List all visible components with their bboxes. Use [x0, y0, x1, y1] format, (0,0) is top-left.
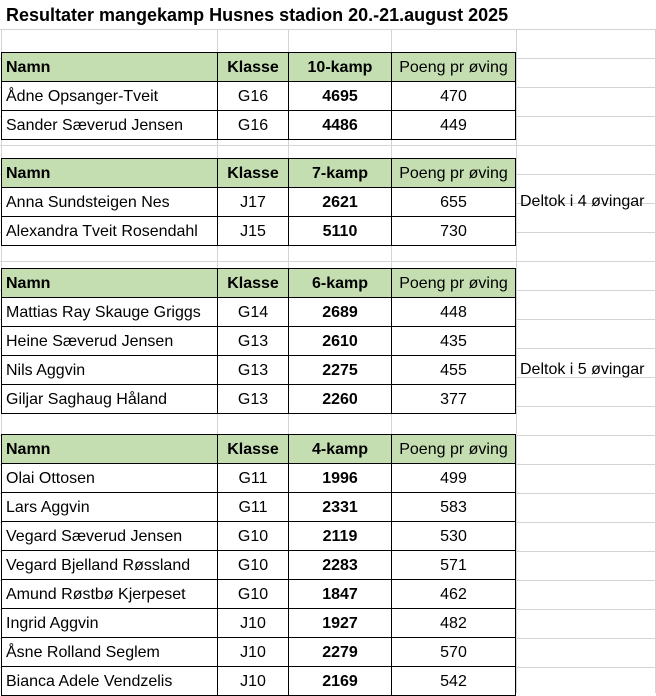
cell-name: Olai Ottosen — [1, 463, 218, 493]
cell-name: Anna Sundsteigen Nes — [1, 187, 218, 217]
cell-class: G13 — [217, 326, 289, 356]
cell-per-event: 455 — [391, 355, 516, 385]
participation-note: Deltok i 4 øvingar — [520, 193, 645, 210]
cell-class: G14 — [217, 297, 289, 327]
cell-name: Ingrid Aggvin — [1, 608, 218, 638]
cell-class: G16 — [217, 110, 289, 140]
participation-note: Deltok i 5 øvingar — [520, 361, 645, 378]
cell-name: Lars Aggvin — [1, 492, 218, 522]
column-header-name: Namn — [1, 158, 218, 188]
column-header-per-event: Poeng pr øving — [391, 434, 516, 464]
cell-name: Nils Aggvin — [1, 355, 218, 385]
cell-score: 4695 — [288, 81, 392, 111]
cell-per-event: 530 — [391, 521, 516, 551]
cell-per-event: 448 — [391, 297, 516, 327]
cell-name: Alexandra Tveit Rosendahl — [1, 216, 218, 246]
column-header-per-event: Poeng pr øving — [391, 158, 516, 188]
cell-name: Heine Sæverud Jensen — [1, 326, 218, 356]
cell-per-event: 449 — [391, 110, 516, 140]
cell-class: G11 — [217, 463, 289, 493]
cell-class: G10 — [217, 579, 289, 609]
cell-class: G11 — [217, 492, 289, 522]
grid-line — [516, 29, 517, 693]
cell-per-event: 571 — [391, 550, 516, 580]
cell-per-event: 499 — [391, 463, 516, 493]
cell-score: 1927 — [288, 608, 392, 638]
cell-score: 1847 — [288, 579, 392, 609]
cell-score: 2279 — [288, 637, 392, 667]
column-header-class: Klasse — [217, 158, 289, 188]
event-header: 7-kamp — [288, 158, 392, 188]
grid-line — [0, 145, 656, 146]
cell-name: Amund Røstbø Kjerpeset — [1, 579, 218, 609]
cell-per-event: 482 — [391, 608, 516, 638]
cell-per-event: 583 — [391, 492, 516, 522]
cell-per-event: 470 — [391, 81, 516, 111]
grid-line — [0, 261, 656, 262]
cell-score: 4486 — [288, 110, 392, 140]
cell-per-event: 542 — [391, 666, 516, 696]
column-header-per-event: Poeng pr øving — [391, 268, 516, 298]
cell-class: G13 — [217, 384, 289, 414]
column-header-class: Klasse — [217, 268, 289, 298]
cell-class: J10 — [217, 666, 289, 696]
event-header: 4-kamp — [288, 434, 392, 464]
cell-class: G10 — [217, 521, 289, 551]
cell-score: 2260 — [288, 384, 392, 414]
event-header: 6-kamp — [288, 268, 392, 298]
cell-score: 5110 — [288, 216, 392, 246]
cell-name: Åsne Rolland Seglem — [1, 637, 218, 667]
cell-score: 2169 — [288, 666, 392, 696]
cell-class: J15 — [217, 216, 289, 246]
event-header: 10-kamp — [288, 52, 392, 82]
column-header-per-event: Poeng pr øving — [391, 52, 516, 82]
cell-score: 2621 — [288, 187, 392, 217]
cell-score: 2283 — [288, 550, 392, 580]
cell-per-event: 655 — [391, 187, 516, 217]
cell-score: 2119 — [288, 521, 392, 551]
cell-class: J17 — [217, 187, 289, 217]
cell-class: J10 — [217, 608, 289, 638]
cell-score: 2275 — [288, 355, 392, 385]
cell-name: Sander Sæverud Jensen — [1, 110, 218, 140]
cell-score: 2610 — [288, 326, 392, 356]
cell-name: Vegard Sæverud Jensen — [1, 521, 218, 551]
column-header-name: Namn — [1, 52, 218, 82]
cell-score: 2331 — [288, 492, 392, 522]
cell-class: G16 — [217, 81, 289, 111]
cell-name: Vegard Bjelland Røssland — [1, 550, 218, 580]
cell-name: Ådne Opsanger-Tveit — [1, 81, 218, 111]
column-header-name: Namn — [1, 268, 218, 298]
cell-score: 2689 — [288, 297, 392, 327]
cell-score: 1996 — [288, 463, 392, 493]
cell-per-event: 730 — [391, 216, 516, 246]
grid-line — [0, 29, 656, 30]
page-title: Resultater mangekamp Husnes stadion 20.-21.august 2025 — [6, 5, 509, 25]
cell-class: G10 — [217, 550, 289, 580]
cell-per-event: 462 — [391, 579, 516, 609]
cell-class: G13 — [217, 355, 289, 385]
column-header-name: Namn — [1, 434, 218, 464]
cell-per-event: 435 — [391, 326, 516, 356]
cell-per-event: 377 — [391, 384, 516, 414]
cell-class: J10 — [217, 637, 289, 667]
cell-name: Bianca Adele Vendzelis — [1, 666, 218, 696]
column-header-class: Klasse — [217, 434, 289, 464]
column-header-class: Klasse — [217, 52, 289, 82]
cell-per-event: 570 — [391, 637, 516, 667]
cell-name: Mattias Ray Skauge Griggs — [1, 297, 218, 327]
cell-name: Giljar Saghaug Håland — [1, 384, 218, 414]
